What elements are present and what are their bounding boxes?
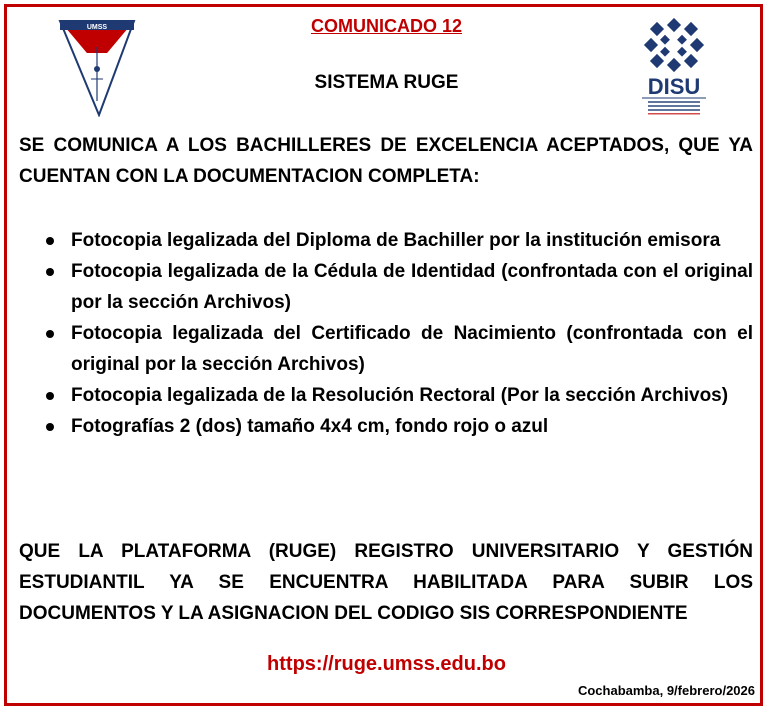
- list-item: [19, 318, 753, 380]
- list-item-text: Fotocopia legalizada del Certificado de Nacimiento (confrontada con el original por la sección Archivos): [71, 323, 753, 375]
- ruge-link[interactable]: https://ruge.umss.edu.bo: [267, 653, 506, 675]
- bullet-icon: [46, 237, 54, 245]
- bullet-icon: [46, 423, 54, 431]
- list-item: [19, 225, 753, 256]
- svg-text:UMSS: UMSS: [86, 24, 108, 31]
- list-item: [19, 411, 753, 442]
- requirements-list: [19, 225, 753, 442]
- page-title: [0, 16, 773, 37]
- bullet-icon: [46, 268, 54, 276]
- intro-paragraph: SE COMUNICA A LOS BACHILLERES DE EXCELENCIA ACEPTADOS, QUE YA CUENTAN CON LA DOCUMENTACION COMPLETA:: [19, 135, 753, 187]
- list-item: [19, 256, 753, 318]
- list-item-text: Fotocopia legalizada del Diploma de Bachiller por la institución emisora: [71, 230, 721, 251]
- bullet-icon: [46, 392, 54, 400]
- list-item: [19, 380, 753, 411]
- list-item-text: Fotografías 2 (dos) tamaño 4x4 cm, fondo rojo o azul: [71, 416, 549, 437]
- svg-text:DISU: DISU: [647, 74, 701, 99]
- closing-paragraph: QUE LA PLATAFORMA (RUGE) REGISTRO UNIVERSITARIO Y GESTIÓN ESTUDIANTIL YA SE ENCUENTRA HABILITADA PARA SUBIR LOS DOCUMENTOS Y LA ASIGNACION DEL CODIGO SIS CORRESPONDIENTE: [19, 541, 753, 624]
- bullet-icon: [46, 330, 54, 338]
- title-text: COMUNICADO 12: [310, 16, 462, 36]
- date-line: Cochabamba, 9/febrero/2026: [577, 683, 755, 698]
- list-item-text: Fotocopia legalizada de la Cédula de Identidad (confrontada con el original por la sección Archivos): [71, 261, 753, 313]
- list-item-text: Fotocopia legalizada de la Resolución Rectoral (Por la sección Archivos): [71, 385, 729, 406]
- page-subtitle: SISTEMA RUGE: [314, 72, 459, 93]
